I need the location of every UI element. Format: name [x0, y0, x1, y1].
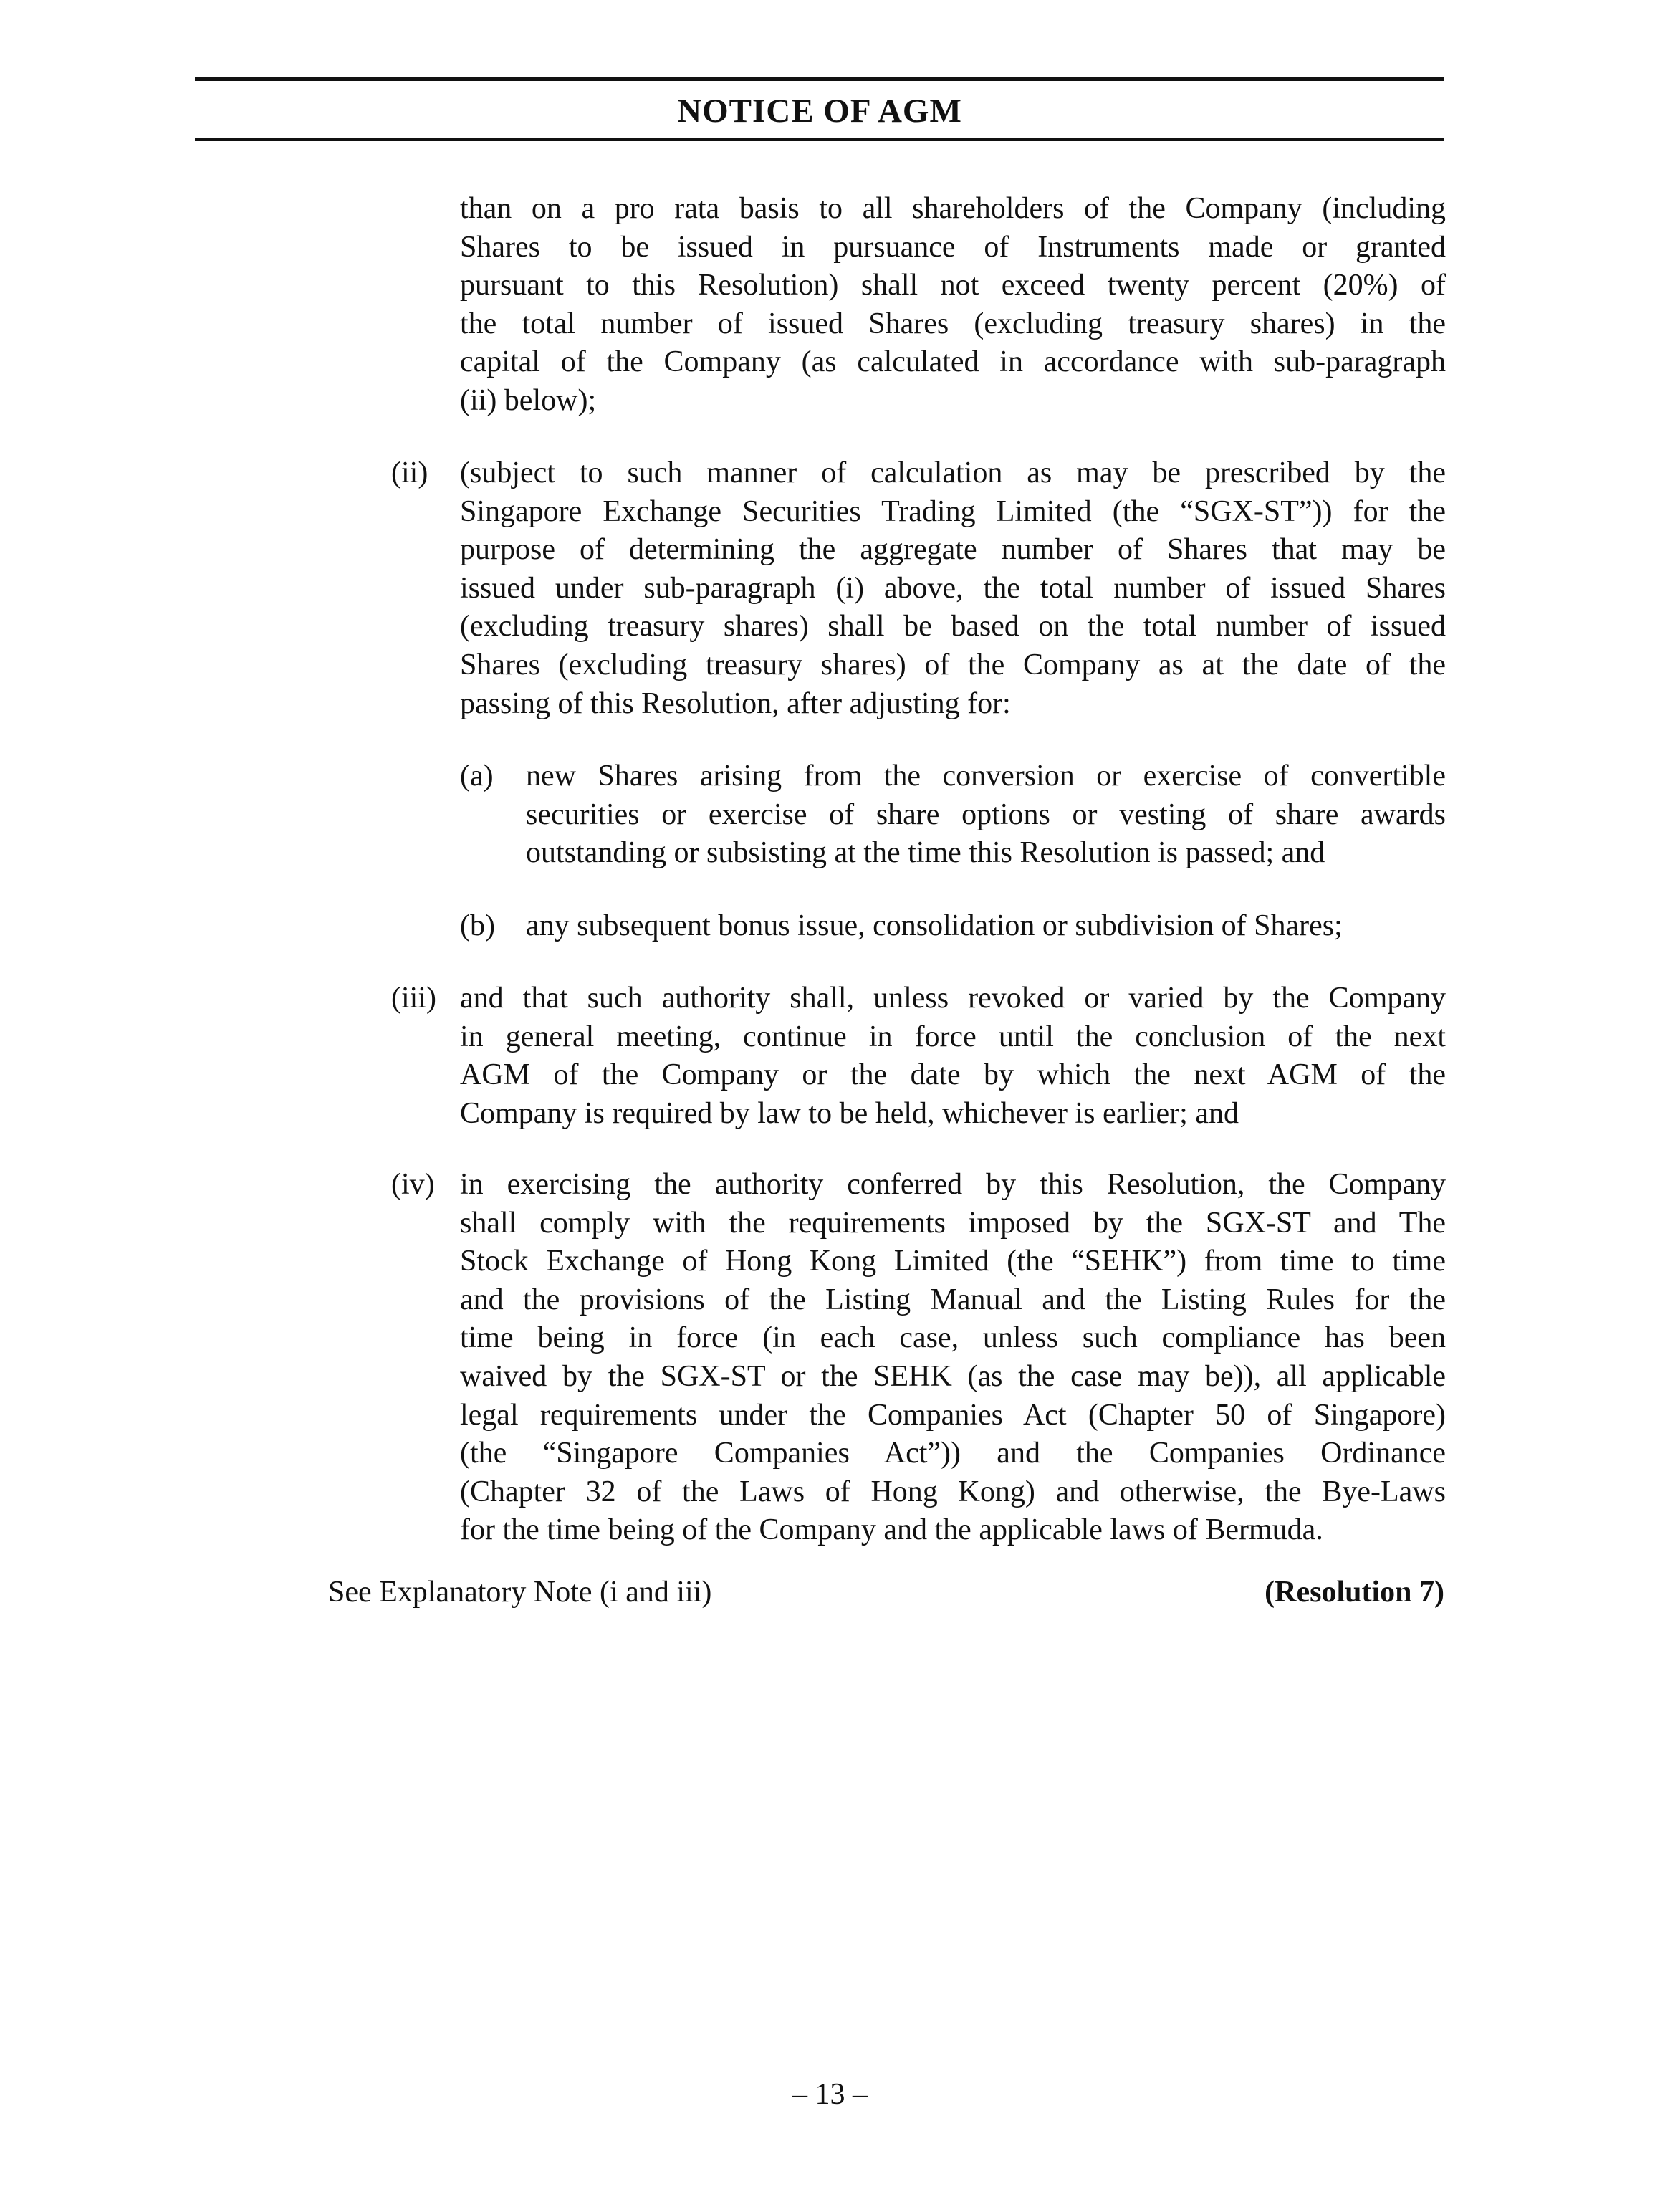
explanatory-note: See Explanatory Note (i and iii) [328, 1576, 712, 1609]
intro-continuation-paragraph [460, 190, 1446, 421]
paragraph-line: in general meeting, continue in force until the conclusion of the next [460, 1020, 1446, 1053]
item-iii-marker: (iii) [391, 982, 436, 1015]
paragraph-line: waived by the SGX-ST or the SEHK (as the case may be)), all applicable [460, 1359, 1446, 1393]
header-top-rule [195, 77, 1444, 81]
paragraph-line: securities or exercise of share options or vesting of share awards [526, 798, 1446, 831]
item-ii-paragraph [460, 454, 1446, 723]
paragraph-line: outstanding or subsisting at the time this Resolution is passed; and [526, 836, 1325, 870]
paragraph-line: (the “Singapore Companies Act”)) and the Companies Ordinance [460, 1437, 1446, 1470]
item-a-paragraph [526, 757, 1446, 873]
paragraph-line: for the time being of the Company and the applicable laws of Bermuda. [460, 1513, 1323, 1547]
page-number: – 13 – [792, 2078, 868, 2111]
paragraph-line: and the provisions of the Listing Manual and the Listing Rules for the [460, 1283, 1446, 1316]
item-b-marker: (b) [460, 909, 495, 942]
paragraph-line: issued under sub-paragraph (i) above, the total number of issued Shares [460, 571, 1446, 605]
paragraph-line: Company is required by law to be held, whichever is earlier; and [460, 1096, 1239, 1130]
paragraph-line: Shares (excluding treasury shares) of the Company as at the date of the [460, 648, 1446, 681]
paragraph-line: (subject to such manner of calculation as may be prescribed by the [460, 456, 1446, 489]
item-iv-marker: (iv) [391, 1168, 435, 1201]
paragraph-line: purpose of determining the aggregate number of Shares that may be [460, 533, 1446, 567]
paragraph-line: capital of the Company (as calculated in accordance with sub-paragraph [460, 345, 1446, 379]
paragraph-line: AGM of the Company or the date by which the next AGM of the [460, 1058, 1446, 1092]
paragraph-line: in exercising the authority conferred by this Resolution, the Company [460, 1168, 1446, 1201]
paragraph-line: (excluding treasury shares) shall be based on the total number of issued [460, 610, 1446, 643]
paragraph-line: Shares to be issued in pursuance of Instruments made or granted [460, 230, 1446, 264]
item-b-paragraph [526, 907, 1446, 946]
item-iv-paragraph [460, 1166, 1446, 1550]
paragraph-line: (Chapter 32 of the Laws of Hong Kong) and otherwise, the Bye-Laws [460, 1475, 1446, 1508]
paragraph-line: new Shares arising from the conversion or exercise of convertible [526, 760, 1446, 793]
paragraph-line: and that such authority shall, unless revoked or varied by the Company [460, 982, 1446, 1015]
paragraph-line: passing of this Resolution, after adjusting for: [460, 686, 1011, 720]
resolution-label: (Resolution 7) [1265, 1576, 1444, 1609]
paragraph-line: time being in force (in each case, unless such compliance has been [460, 1321, 1446, 1355]
paragraph-line: the total number of issued Shares (excluding treasury shares) in the [460, 307, 1446, 340]
paragraph-line: pursuant to this Resolution) shall not exceed twenty percent (20%) of [460, 269, 1446, 302]
paragraph-line: than on a pro rata basis to all shareholders of the Company (including [460, 192, 1446, 225]
item-iii-paragraph [460, 980, 1446, 1133]
paragraph-line: Stock Exchange of Hong Kong Limited (the “SEHK”) from time to time [460, 1245, 1446, 1278]
header-bottom-rule [195, 138, 1444, 141]
item-ii-marker: (ii) [391, 456, 428, 489]
paragraph-line: shall comply with the requirements imposed by the SGX-ST and The [460, 1206, 1446, 1240]
paragraph-line: any subsequent bonus issue, consolidation or subdivision of Shares; [526, 909, 1343, 942]
paragraph-line: (ii) below); [460, 383, 597, 417]
page-title: NOTICE OF AGM [677, 92, 962, 130]
paragraph-line: Singapore Exchange Securities Trading Limited (the “SGX-ST”)) for the [460, 494, 1446, 528]
paragraph-line: legal requirements under the Companies Act (Chapter 50 of Singapore) [460, 1398, 1446, 1432]
item-a-marker: (a) [460, 760, 494, 793]
